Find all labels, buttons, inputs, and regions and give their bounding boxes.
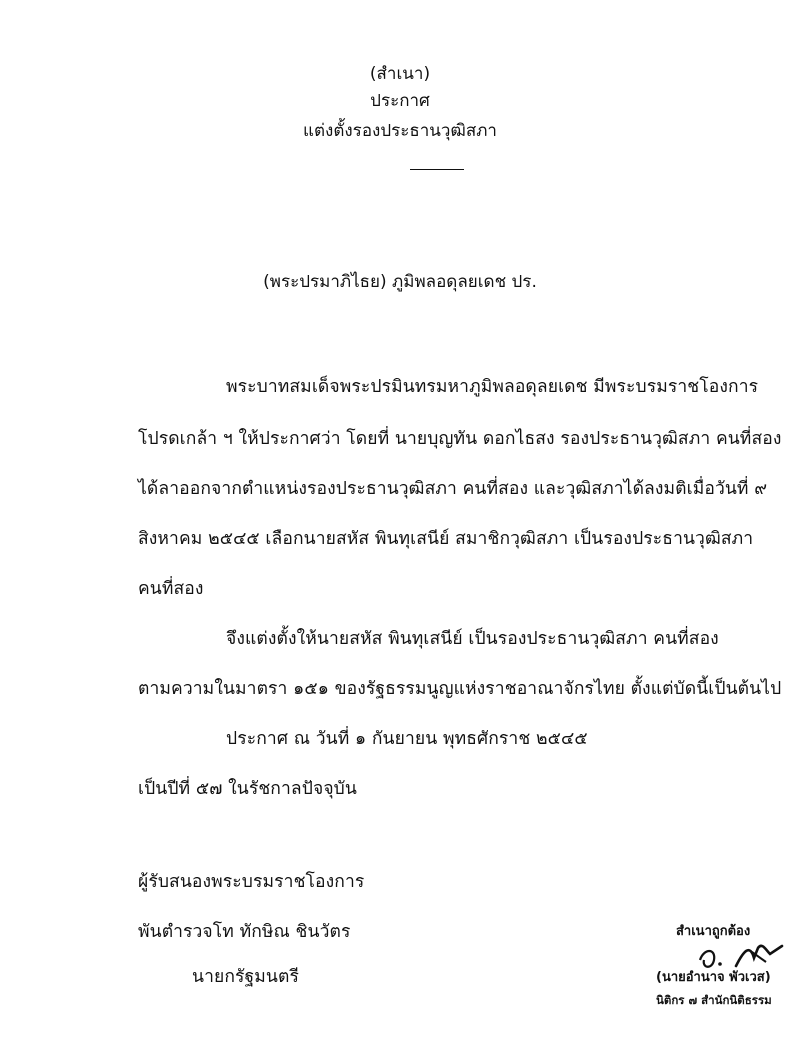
announcement-date: ประกาศ ณ วันที่ ๑ กันยายน พุทธศักราช ๒๕๔๕ <box>226 729 588 749</box>
countersign-position: นายกรัฐมนตรี <box>192 967 299 987</box>
royal-signature-line: (พระปรมาภิไธย) ภูมิพลอดุลยเดช ปร. <box>263 272 537 292</box>
body-line: สิงหาคม ๒๕๔๕ เลือกนายสหัส พินทุเสนีย์ สมาชิกวุฒิสภา เป็นรองประธานวุฒิสภา <box>138 529 754 549</box>
body-line: จึงแต่งตั้งให้นายสหัส พินทุเสนีย์ เป็นรองประธานวุฒิสภา คนที่สอง <box>226 629 719 649</box>
certifier-name: (นายอำนาจ พัวเวส) <box>656 970 771 985</box>
body-line: คนที่สอง <box>138 579 204 599</box>
body-line: พระบาทสมเด็จพระปรมินทรมหาภูมิพลอดุลยเดช มีพระบรมราชโองการ <box>226 377 759 397</box>
document-title: แต่งตั้งรองประธานวุฒิสภา <box>303 121 497 141</box>
countersign-name: พันตำรวจโท ทักษิณ ชินวัตร <box>138 922 351 942</box>
body-line: โปรดเกล้า ฯ ให้ประกาศว่า โดยที่ นายบุญทัน ดอกไธสง รองประธานวุฒิสภา คนที่สอง <box>138 429 782 449</box>
title-underline <box>410 169 464 170</box>
body-line: ได้ลาออกจากตำแหน่งรองประธานวุฒิสภา คนที่สอง และวุฒิสภาได้ลงมติเมื่อวันที่ ๙ <box>138 479 768 499</box>
certifier-position: นิติกร ๗ สำนักนิติธรรม <box>656 993 772 1007</box>
document-type: ประกาศ <box>370 91 430 111</box>
certification-label: สำเนาถูกต้อง <box>676 924 751 939</box>
reign-year: เป็นปีที่ ๕๗ ในรัชกาลปัจจุบัน <box>138 779 357 799</box>
copy-mark: (สำเนา) <box>369 64 431 84</box>
body-line: ตามความในมาตรา ๑๕๑ ของรัฐธรรมนูญแห่งราชอาณาจักรไทย ตั้งแต่บัดนี้เป็นต้นไป <box>138 679 782 699</box>
countersign-label: ผู้รับสนองพระบรมราชโองการ <box>138 872 365 892</box>
